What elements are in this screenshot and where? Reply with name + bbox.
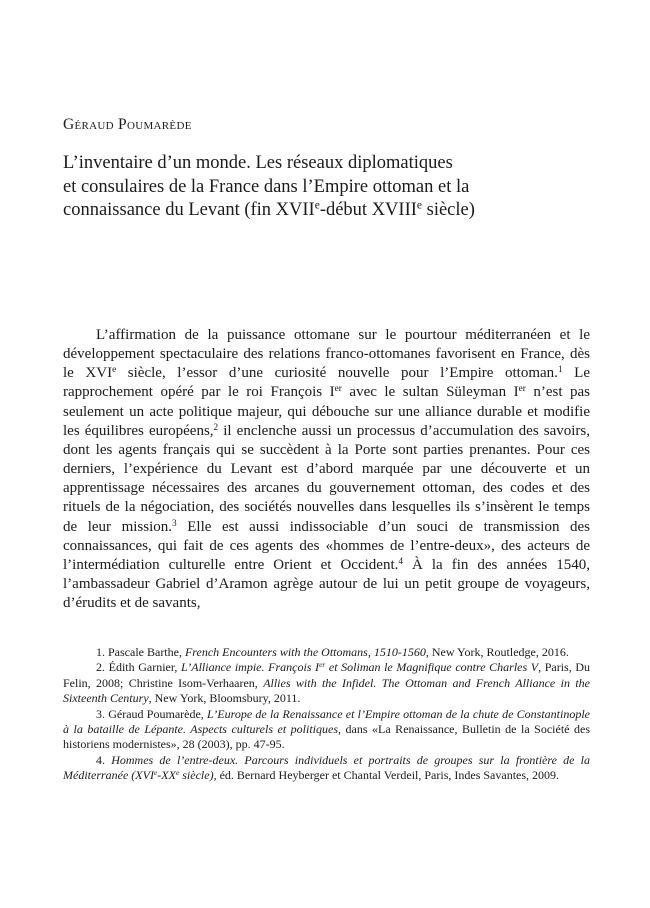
footnotes xyxy=(63,645,590,784)
title-line: connaissance du Levant (fin XVIIe-début XVIIIe siècle) xyxy=(63,199,475,220)
body-paragraph: L’affirmation de la puissance ottomane sur le pourtour méditerranéen et le développement spectaculaire des relations franco-ottomanes favorisent en France, dès le XVIe siècle, l’essor d’une curiosité nouvelle pour l’Empire ottoman.$^1$ Le rapprochement opéré par le roi François Ier avec le sultan Süleyman Ier n’est pas seulement un acte politique majeur, qui débouche sur une alliance durable et modifie les équilibres européens,$^2$ il enclenche aussi un processus d’accumulation des savoirs, dont les agents français qui se succèdent à la Porte sont parties prenantes. Pour ces derniers, l’expérience du Levant est d’abord marquée par une découverte et un apprentissage nécessaires des arcanes du gouvernement ottoman, des codes et des rituels de la négociation, des sociétés nouvelles dans lesquelles ils s’insèrent le temps de leur mission.$^3$ Elle est aussi indissociable d’un souci de transmission des connaissances, qui fait de ces agents des «hommes de l’entre-deux», des acteurs de l’intermédiation culturelle entre Orient et Occident.$^4$ À la fin des années 1540, l’ambassadeur Gabriel d’Aramon agrège autour de lui un petit groupe de voyageurs, d’érudits et de savants, xyxy=(63,327,591,612)
chapter-title xyxy=(63,152,603,223)
title-line: L’inventaire d’un monde. Les réseaux diplomatiques xyxy=(63,153,453,173)
footnote-4: 4. Hommes de l’entre-deux. Parcours individuels et portraits de groupes sur la frontière de la Méditerranée (XVIe-XXe siècle), éd. Bernard Heyberger et Chantal Verdeil, Paris, Indes Savantes, 2009. xyxy=(63,752,591,783)
title-line: et consulaires de la France dans l’Empire ottoman et la xyxy=(63,176,470,197)
author-name: Géraud Poumarède xyxy=(63,116,192,133)
footnote-2: 2. Édith Garnier, L’Alliance impie. François Ier et Soliman le Magnifique contre Charles V, Paris, Du Felin, 2008; Christine Isom-Verhaaren, Allies with the Infidel. The Ottoman and French Alliance in the Sixteenth Century, New York, Bloomsbury, 2011. xyxy=(63,660,591,706)
footnote-3: 3. Géraud Poumarède, L’Europe de la Renaissance et l’Empire ottoman de la chute de Constantinople à la bataille de Lépante. Aspects culturels et politiques, dans «La Renaissance, Bulletin de la Société des historiens modernistes», 28 (2003), pp. 47-95. xyxy=(63,706,591,752)
footnote-1: 1. Pascale Barthe, French Encounters with the Ottomans, 1510-1560, New York, Routledge, 2016. xyxy=(96,645,569,659)
body-text xyxy=(63,326,590,613)
